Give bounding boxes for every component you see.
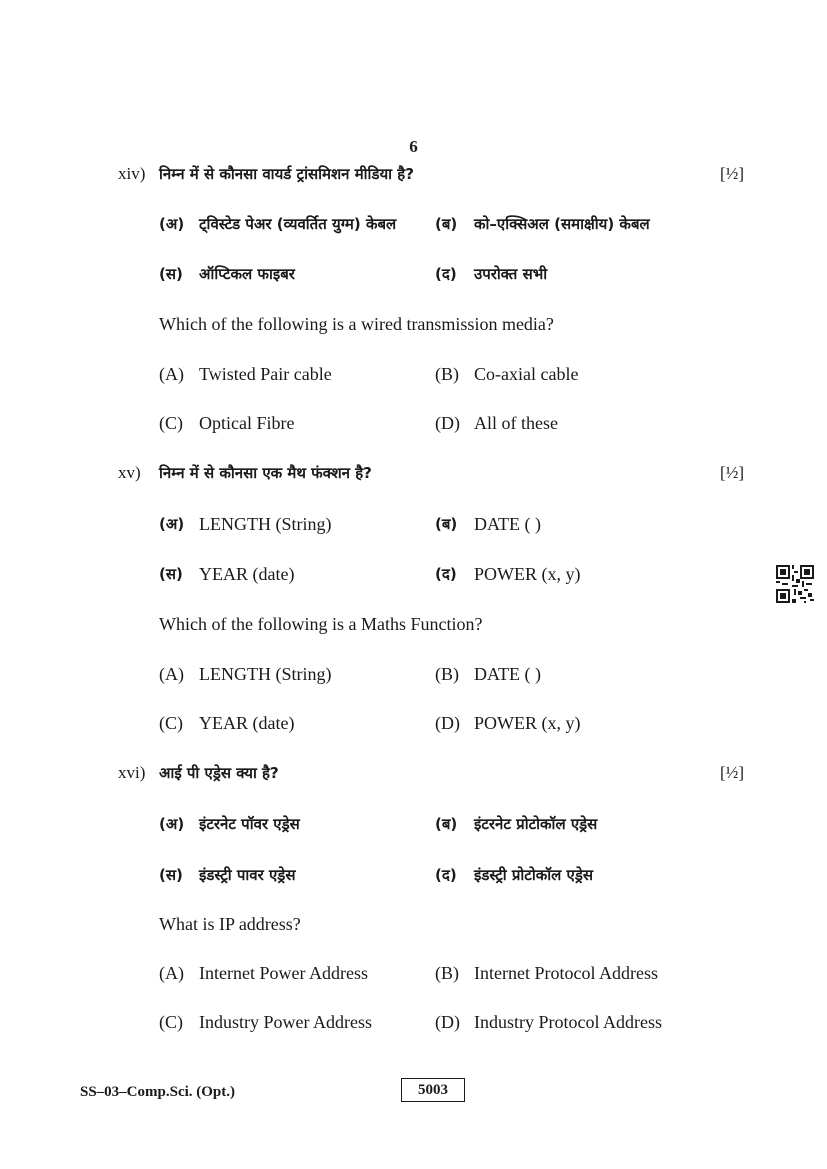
option-text: DATE ( )	[474, 664, 541, 684]
question-text-hindi: आई पी एड्रेस क्या है?	[159, 764, 279, 782]
option-label: (A)	[159, 364, 184, 384]
option-label: (A)	[159, 664, 184, 684]
marks: [½]	[720, 763, 745, 782]
option-label: (ब)	[435, 215, 458, 233]
option-text: ट्विस्टेड पेअर (व्यवर्तित युग्म) केबल	[199, 215, 397, 233]
option-text: Internet Power Address	[199, 963, 368, 983]
option-label: (A)	[159, 963, 184, 983]
option-label: (C)	[159, 413, 183, 433]
option-text: इंडस्ट्री पावर एड्रेस	[199, 866, 296, 884]
option-text: इंटरनेट पॉवर एड्रेस	[199, 815, 300, 833]
series-number-box: 5003	[401, 1078, 465, 1102]
question-text-hindi: निम्न में से कौनसा वायर्ड ट्रांसमिशन मीडिया है?	[159, 165, 414, 183]
option-text: All of these	[474, 413, 558, 433]
question-text-english: Which of the following is a wired transmission media?	[159, 314, 554, 334]
question-text-english: What is IP address?	[159, 914, 301, 934]
option-text: Co-axial cable	[474, 364, 579, 384]
option-text: ऑप्टिकल फाइबर	[199, 265, 295, 283]
option-text: Twisted Pair cable	[199, 364, 332, 384]
option-text: उपरोक्त सभी	[474, 265, 548, 283]
option-text: POWER (x, y)	[474, 564, 581, 584]
marks: [½]	[720, 463, 745, 482]
option-text: POWER (x, y)	[474, 713, 581, 733]
paper-code: SS–03–Comp.Sci. (Opt.)	[80, 1084, 236, 1100]
qr-code-icon	[776, 565, 814, 603]
option-text: इंडस्ट्री प्रोटोकॉल एड्रेस	[474, 866, 594, 884]
option-label: (स)	[159, 866, 183, 884]
option-text: YEAR (date)	[199, 713, 295, 733]
option-label: (स)	[159, 265, 183, 283]
option-label: (ब)	[435, 515, 458, 533]
option-label: (C)	[159, 1012, 183, 1032]
page-number: 6	[409, 137, 418, 156]
option-text: Internet Protocol Address	[474, 963, 658, 983]
question-text-english: Which of the following is a Maths Function?	[159, 614, 483, 634]
option-label: (अ)	[159, 515, 185, 533]
option-label: (D)	[435, 713, 460, 733]
marks: [½]	[720, 164, 745, 183]
option-label: (स)	[159, 565, 183, 583]
question-number: xvi)	[118, 763, 146, 782]
option-text: YEAR (date)	[199, 564, 295, 584]
option-text: इंटरनेट प्रोटोकॉल एड्रेस	[474, 815, 598, 833]
option-text: Optical Fibre	[199, 413, 295, 433]
option-text: LENGTH (String)	[199, 514, 332, 534]
option-label: (D)	[435, 1012, 460, 1032]
option-label: (D)	[435, 413, 460, 433]
option-label: (द)	[435, 565, 457, 583]
question-number: xv)	[118, 463, 141, 482]
question-text-hindi: निम्न में से कौनसा एक मैथ फंक्शन है?	[159, 464, 372, 482]
option-text: Industry Power Address	[199, 1012, 372, 1032]
option-text: DATE ( )	[474, 514, 541, 534]
option-label: (B)	[435, 664, 459, 684]
option-label: (C)	[159, 713, 183, 733]
option-text: Industry Protocol Address	[474, 1012, 662, 1032]
option-label: (द)	[435, 866, 457, 884]
option-label: (अ)	[159, 215, 185, 233]
option-label: (B)	[435, 963, 459, 983]
option-text: LENGTH (String)	[199, 664, 332, 684]
option-label: (B)	[435, 364, 459, 384]
option-label: (अ)	[159, 815, 185, 833]
question-number: xiv)	[118, 164, 146, 183]
option-label: (ब)	[435, 815, 458, 833]
option-text: को–एक्सिअल (समाक्षीय) केबल	[474, 215, 650, 233]
option-label: (द)	[435, 265, 457, 283]
